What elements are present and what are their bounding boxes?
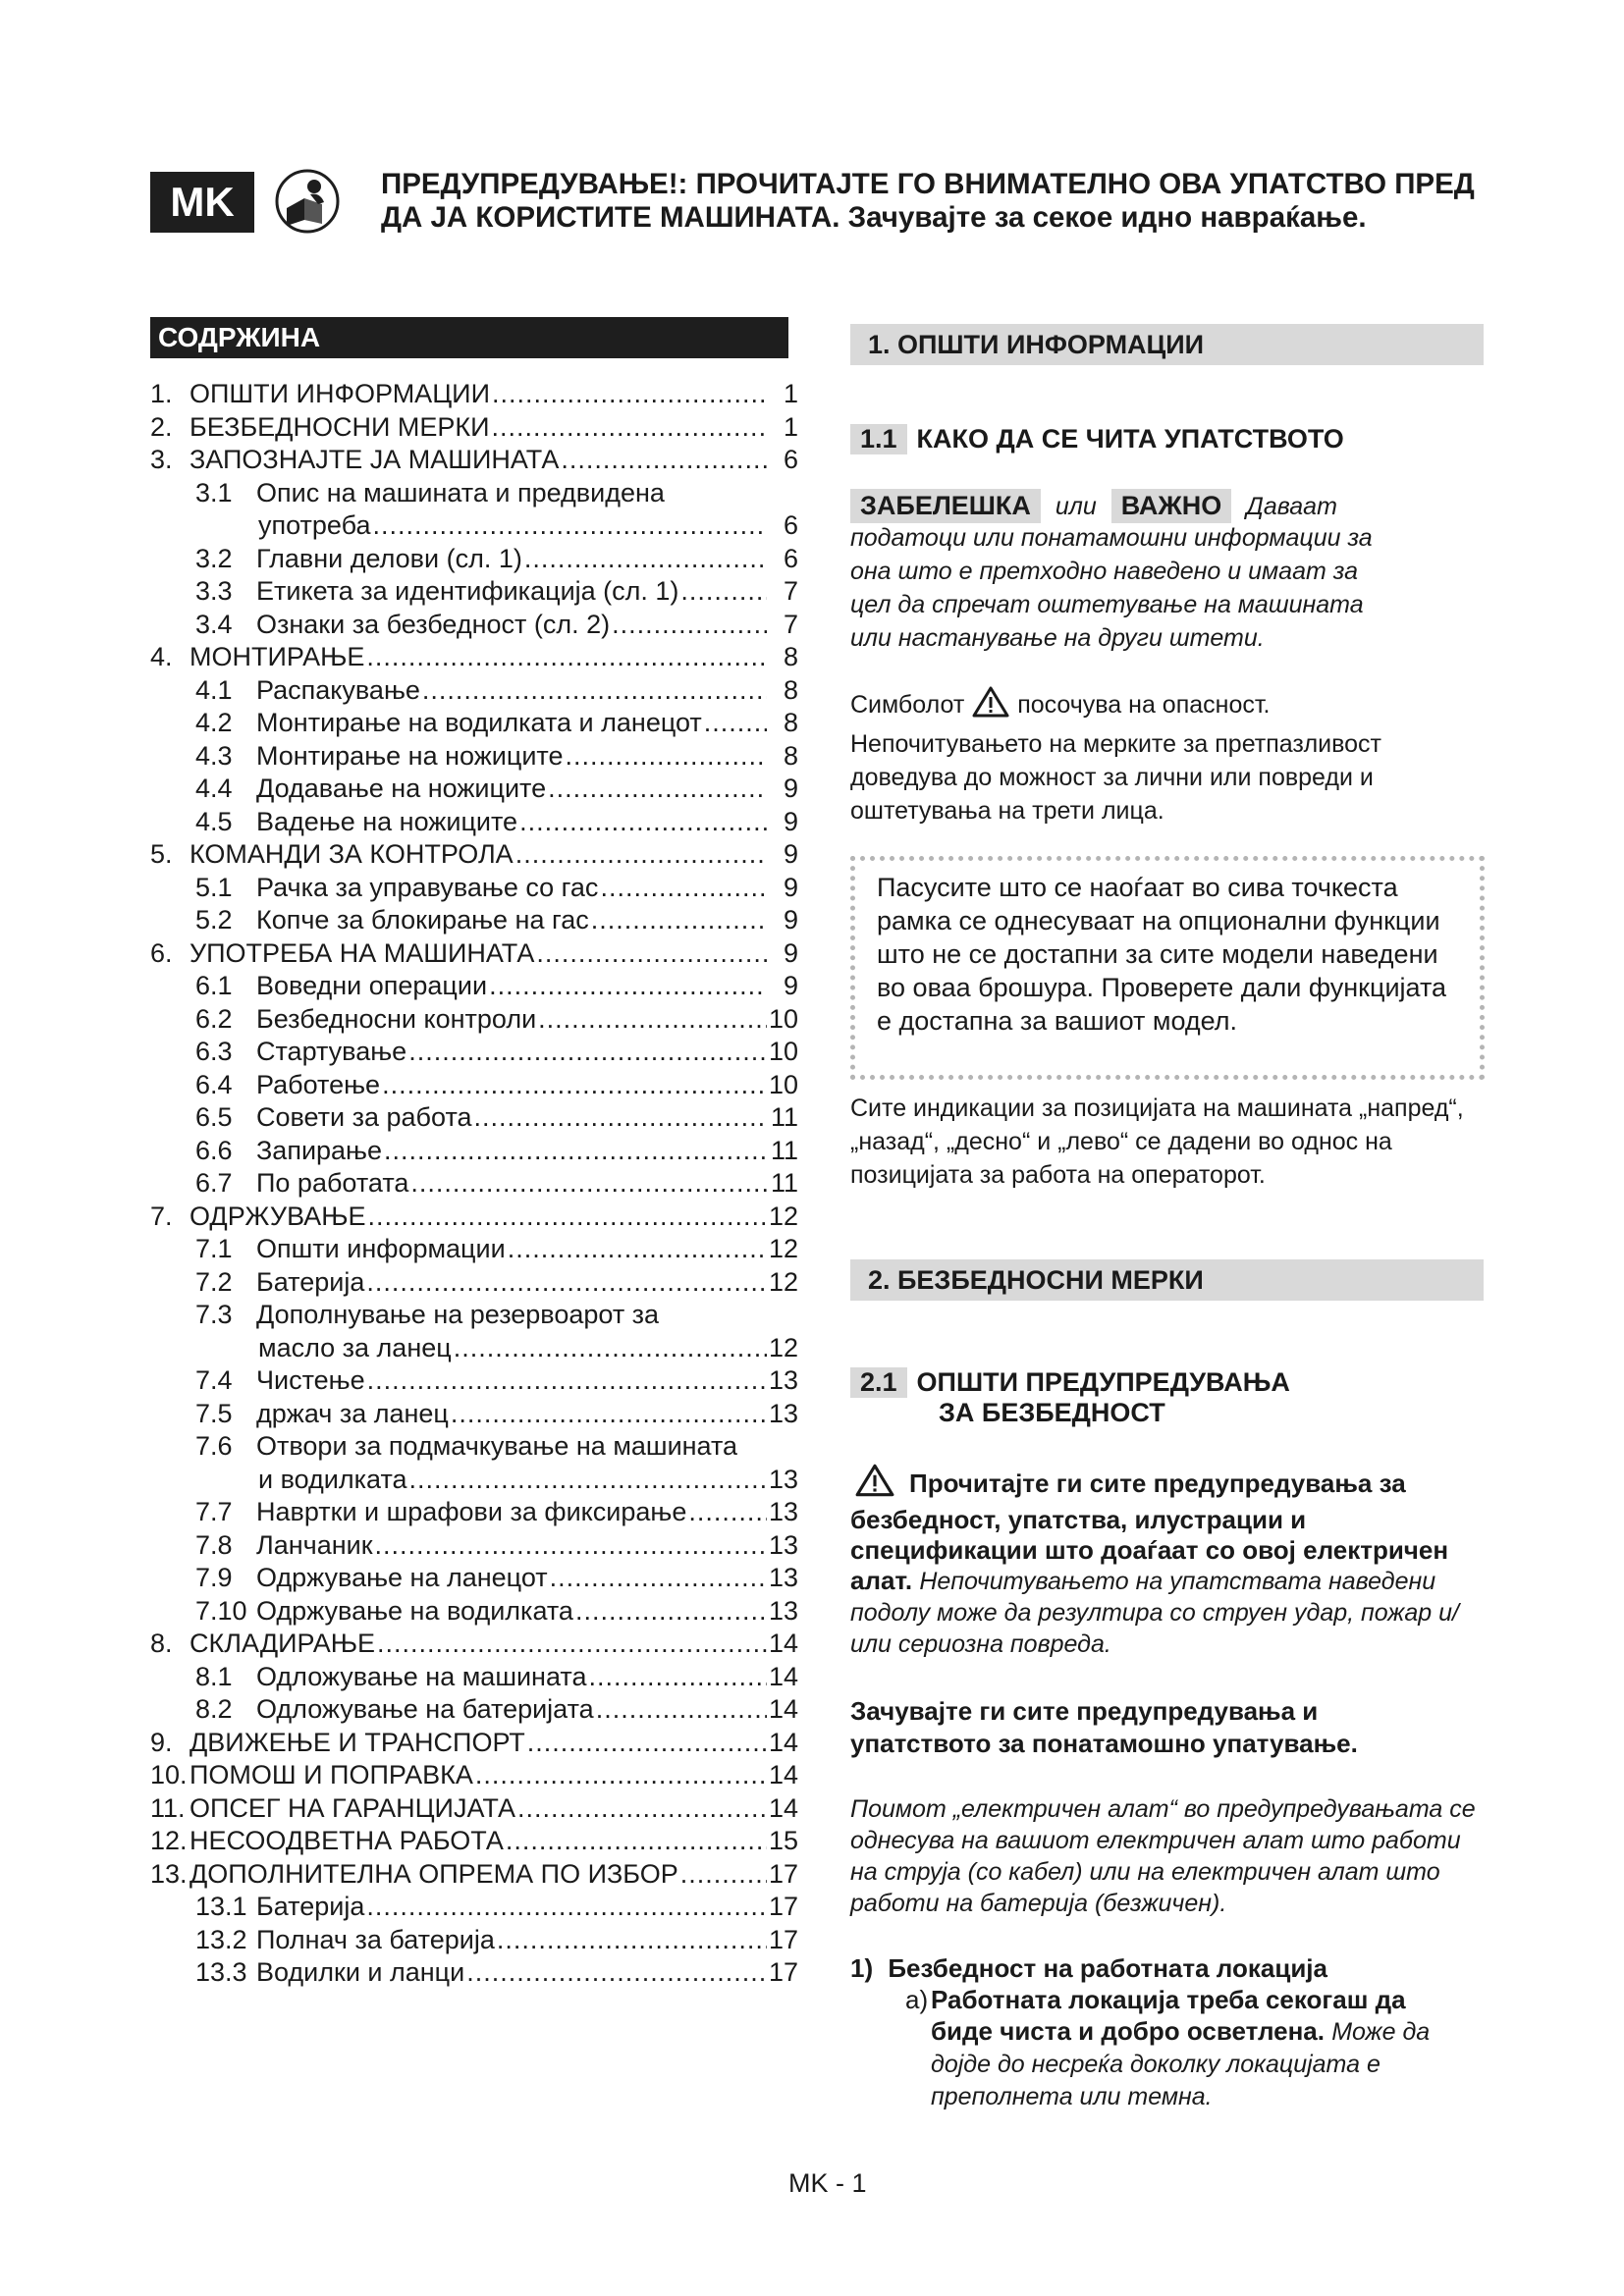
section2-sub-title-line1: ОПШТИ ПРЕДУПРЕДУВАЊА bbox=[916, 1367, 1290, 1397]
toc-title: СОДРЖИНА bbox=[150, 317, 788, 358]
toc-item-label: Навртки и шрафови за фиксирање bbox=[256, 1497, 687, 1526]
toc-leader-dots bbox=[688, 1496, 767, 1529]
toc-item-number: 4.3 bbox=[195, 740, 233, 771]
toc-item-label: масло за ланец bbox=[258, 1332, 452, 1362]
toc-item-number: 9. bbox=[150, 1727, 173, 1757]
toc-leader-dots bbox=[561, 444, 767, 477]
toc-item-page: 13 bbox=[768, 1398, 798, 1428]
toc-item bbox=[150, 1759, 798, 1792]
toc-item bbox=[150, 1167, 798, 1201]
toc-item bbox=[150, 609, 798, 642]
toc-item-label: Чистење bbox=[256, 1365, 365, 1395]
toc-item bbox=[150, 1693, 798, 1727]
toc-item-number: 5.2 bbox=[195, 905, 233, 934]
toc-item-number: 4.5 bbox=[195, 806, 233, 836]
toc-leader-dots bbox=[454, 1332, 767, 1365]
toc-item-number: 12. bbox=[150, 1826, 188, 1855]
toc-leader-dots bbox=[612, 609, 767, 642]
toc-item-number: 7.9 bbox=[195, 1563, 233, 1592]
toc-item bbox=[150, 806, 798, 839]
toc-item bbox=[150, 707, 798, 740]
toc-item-page: 17 bbox=[768, 1924, 798, 1954]
toc-item-number: 8.2 bbox=[195, 1694, 233, 1724]
toc-leader-dots bbox=[591, 904, 767, 937]
toc-item-page: 13 bbox=[768, 1529, 798, 1560]
toc-item-label: ЗАПОЗНАЈТЕ ЈА МАШИНАТА bbox=[189, 445, 560, 474]
toc-item-number: 6.4 bbox=[195, 1069, 233, 1099]
toc-item-label: ОПСЕГ НА ГАРАНЦИЈАТА bbox=[189, 1792, 515, 1823]
toc-item-page: 6 bbox=[783, 510, 798, 540]
toc-item-number: 4.2 bbox=[195, 708, 233, 737]
toc-leader-dots bbox=[492, 378, 767, 411]
toc-leader-dots bbox=[517, 1792, 767, 1826]
toc-item bbox=[150, 904, 798, 937]
toc-item-number: 7.3 bbox=[195, 1300, 233, 1329]
toc-item-number: 7.2 bbox=[195, 1266, 233, 1297]
toc-item-page: 9 bbox=[783, 774, 798, 803]
toc-item-page: 9 bbox=[783, 971, 798, 1000]
toc-item-page: 11 bbox=[770, 1102, 798, 1132]
toc-item bbox=[150, 543, 798, 576]
toc-item-page: 12 bbox=[768, 1266, 798, 1297]
toc-item-label: Етикета за идентификација (сл. 1) bbox=[256, 576, 679, 606]
toc-item-number: 7.10 bbox=[195, 1595, 247, 1626]
toc-item-label: Ознаки за безбедност (сл. 2) bbox=[256, 609, 611, 639]
toc-item bbox=[150, 1069, 798, 1102]
toc-item-number: 1. bbox=[150, 379, 173, 408]
toc-leader-dots bbox=[451, 1398, 767, 1431]
toc-item-number: 7.6 bbox=[195, 1431, 233, 1461]
toc-item bbox=[150, 1628, 798, 1661]
toc-item-label: Воведни операции bbox=[256, 971, 488, 1000]
toc-leader-dots bbox=[366, 1891, 767, 1924]
toc-item-page: 17 bbox=[768, 1858, 798, 1889]
toc-item bbox=[150, 1036, 798, 1069]
toc-item-label: Дополнување на резервоарот за bbox=[256, 1300, 660, 1329]
toc-leader-dots bbox=[527, 1727, 767, 1760]
note-or: или bbox=[1055, 493, 1097, 520]
toc-leader-dots bbox=[565, 740, 767, 774]
toc-item-page: 14 bbox=[768, 1727, 798, 1757]
toc-leader-dots bbox=[680, 575, 767, 609]
toc-item bbox=[150, 674, 798, 708]
toc-item-page: 6 bbox=[783, 543, 798, 573]
toc-item bbox=[150, 1430, 798, 1464]
section2-title: 2. БЕЗБЕДНОСНИ МЕРКИ bbox=[850, 1259, 1484, 1301]
toc-item bbox=[150, 740, 798, 774]
toc-leader-dots bbox=[575, 1595, 767, 1629]
toc-leader-dots bbox=[680, 1858, 767, 1892]
symbol-paragraph bbox=[850, 685, 1479, 828]
item1a bbox=[905, 1984, 1435, 2112]
toc-item-number: 7.4 bbox=[195, 1365, 233, 1395]
toc-item-page: 9 bbox=[783, 905, 798, 934]
toc-item-page: 10 bbox=[768, 1069, 798, 1099]
toc-item-label: Главни делови (сл. 1) bbox=[256, 543, 522, 573]
note-give: Даваат bbox=[1246, 493, 1337, 520]
toc-item-number: 7.1 bbox=[195, 1234, 233, 1263]
section2-sub-number: 2.1 bbox=[850, 1367, 907, 1398]
header-warning-line2: ДА ЈА КОРИСТИТЕ МАШИНАТА. Зачувајте за секое идно навраќање. bbox=[381, 201, 1367, 234]
toc-item-label: КОМАНДИ ЗА КОНТРОЛА bbox=[189, 839, 514, 869]
toc-leader-dots bbox=[475, 1759, 767, 1792]
toc-item-number: 4. bbox=[150, 642, 173, 671]
toc-item-label: ОДРЖУВАЊЕ bbox=[189, 1201, 366, 1231]
toc-item-label: Водилки и ланци bbox=[256, 1957, 465, 1987]
symbol-post: посочува на опасност. bbox=[1017, 691, 1271, 719]
toc-item bbox=[150, 1562, 798, 1595]
toc-item-number: 6.6 bbox=[195, 1135, 233, 1165]
toc-item-page: 14 bbox=[768, 1792, 798, 1823]
toc-item-number: 13.3 bbox=[195, 1957, 247, 1987]
header-warning-line1: ПРЕДУПРЕДУВАЊЕ!: ПРОЧИТАЈТЕ ГО ВНИМАТЕЛНО ОВА УПАТСТВО ПРЕД bbox=[381, 168, 1475, 200]
note-tag: ЗАБЕЛЕШКА bbox=[850, 489, 1041, 523]
toc-item-page: 8 bbox=[783, 740, 798, 771]
toc-leader-dots bbox=[538, 1003, 767, 1037]
toc-item-label: БЕЗБЕДНОСНИ МЕРКИ bbox=[189, 411, 490, 442]
toc-item-page: 13 bbox=[768, 1365, 798, 1395]
toc-item-number: 13. bbox=[150, 1858, 188, 1889]
toc-item bbox=[150, 937, 798, 971]
toc-item bbox=[150, 1924, 798, 1957]
toc-item-page: 9 bbox=[783, 937, 798, 968]
toc-item-page: 14 bbox=[768, 1760, 798, 1789]
term-definition-text: Поимот „електричен алат“ во предупредувањата се однесува на вашиот електричен алат што работи на струја (со кабел) или на електричен алат што работи на батерија (безжичен). bbox=[850, 1795, 1476, 1917]
toc-item bbox=[150, 1233, 798, 1266]
toc-leader-dots bbox=[408, 1036, 767, 1069]
toc-item-label: Стартување bbox=[256, 1037, 407, 1066]
toc-item-page: 11 bbox=[770, 1135, 798, 1165]
language-badge: MK bbox=[150, 172, 254, 233]
toc-item bbox=[150, 1464, 798, 1497]
toc-item-label: По работата bbox=[256, 1168, 409, 1198]
toc-item bbox=[150, 378, 798, 411]
toc-item bbox=[150, 1595, 798, 1629]
toc-item-label: СКЛАДИРАЊЕ bbox=[189, 1629, 376, 1658]
toc-leader-dots bbox=[588, 1661, 766, 1694]
toc-item bbox=[150, 1956, 798, 1990]
toc-item-label: Ланчаник bbox=[256, 1529, 373, 1560]
toc-item-label: Распакување bbox=[256, 674, 420, 705]
toc-item-label: и водилката bbox=[258, 1464, 407, 1494]
toc-list bbox=[150, 378, 798, 1990]
toc-item-label: Работење bbox=[256, 1069, 381, 1099]
toc-item bbox=[150, 1101, 798, 1135]
toc-item-page: 12 bbox=[768, 1201, 798, 1231]
toc-item-number: 3.3 bbox=[195, 576, 233, 606]
section1-sub-number: 1.1 bbox=[850, 424, 907, 454]
toc-item-label: Отвори за подмачкување на машината bbox=[256, 1431, 738, 1461]
toc-item-label: Совети за работа bbox=[256, 1102, 472, 1132]
toc-item bbox=[150, 1135, 798, 1168]
toc-leader-dots bbox=[489, 970, 767, 1003]
toc-item bbox=[150, 1299, 798, 1332]
toc-item-label: Општи информации bbox=[256, 1234, 506, 1263]
toc-item-page: 7 bbox=[783, 609, 798, 639]
toc-leader-dots bbox=[600, 872, 767, 905]
warning-bold-text: Прочитајте ги сите предупредувања за безбедност, упатства, илустрации и спецификации што доаѓаат со овој електричен алат. bbox=[850, 1468, 1449, 1595]
toc-item-number: 13.1 bbox=[195, 1892, 247, 1921]
toc-leader-dots bbox=[536, 937, 767, 971]
toc-leader-dots bbox=[410, 1167, 767, 1201]
toc-item-label: употреба bbox=[258, 510, 371, 540]
toc-item-label: Монтирање на водилката и ланецот bbox=[256, 708, 702, 737]
toc-item-label: МОНТИРАЊЕ bbox=[189, 642, 365, 671]
item1-label: 1) bbox=[850, 1953, 874, 1983]
toc-item bbox=[150, 641, 798, 674]
toc-item-page: 13 bbox=[768, 1595, 798, 1626]
warning-paragraph bbox=[850, 1463, 1489, 1660]
toc-item-number: 6.7 bbox=[195, 1168, 233, 1198]
toc-item-page: 9 bbox=[783, 839, 798, 869]
toc-leader-dots bbox=[474, 1101, 767, 1135]
toc-item-number: 6.5 bbox=[195, 1102, 233, 1132]
toc-leader-dots bbox=[409, 1464, 767, 1497]
section2-sub-title-line2: ЗА БЕЗБЕДНОСТ bbox=[939, 1398, 1165, 1427]
toc-item-page: 11 bbox=[770, 1168, 798, 1198]
toc-item-label: УПОТРЕБА НА МАШИНАТА bbox=[189, 937, 535, 968]
toc-item-number: 6.1 bbox=[195, 971, 233, 1000]
toc-item bbox=[150, 1858, 798, 1892]
toc-leader-dots bbox=[596, 1693, 767, 1727]
toc-item bbox=[150, 1364, 798, 1398]
toc-item-label: Безбедносни контроли bbox=[256, 1003, 537, 1034]
toc-item-page: 6 bbox=[783, 445, 798, 474]
toc-leader-dots bbox=[367, 1201, 766, 1234]
optional-features-box bbox=[850, 856, 1485, 1080]
toc-item-page: 13 bbox=[768, 1563, 798, 1592]
toc-item-label: ДОПОЛНИТЕЛНА ОПРЕМА ПО ИЗБОР bbox=[189, 1858, 678, 1889]
toc-item-page: 15 bbox=[768, 1826, 798, 1855]
toc-leader-dots bbox=[382, 1069, 767, 1102]
toc-item-label: Полнач за батерија bbox=[256, 1924, 495, 1954]
toc-item-page: 1 bbox=[783, 411, 798, 442]
toc-item-number: 2. bbox=[150, 411, 173, 442]
toc-leader-dots bbox=[519, 806, 767, 839]
toc-leader-dots bbox=[375, 1529, 767, 1563]
toc-item bbox=[150, 575, 798, 609]
toc-item bbox=[150, 509, 798, 543]
toc-item bbox=[150, 1727, 798, 1760]
toc-item-number: 7. bbox=[150, 1201, 173, 1231]
toc-leader-dots bbox=[550, 1562, 767, 1595]
toc-leader-dots bbox=[422, 674, 767, 708]
item1a-label: а) bbox=[905, 1985, 929, 2014]
section1-subheading bbox=[850, 424, 1344, 454]
toc-leader-dots bbox=[492, 411, 767, 445]
toc-item-page: 1 bbox=[783, 379, 798, 408]
toc-item bbox=[150, 1332, 798, 1365]
toc-item-number: 10. bbox=[150, 1760, 188, 1789]
toc-item-page: 17 bbox=[768, 1957, 798, 1987]
toc-item-number: 4.1 bbox=[195, 674, 233, 705]
important-tag: ВАЖНО bbox=[1111, 489, 1232, 523]
toc-leader-dots bbox=[373, 509, 768, 543]
toc-item bbox=[150, 970, 798, 1003]
warning-italic-text: Непочитувањето на упатствата наведени подолу може да резултира со струен удар, пожар и/или сериозна повреда. bbox=[850, 1568, 1459, 1658]
toc-leader-dots bbox=[366, 641, 767, 674]
note-text: податоци или понатамошни информации за она што е претходно наведено и имаат за цел да спречат оштетување на машината или настанување на други штети. bbox=[850, 524, 1373, 652]
toc-leader-dots bbox=[506, 1825, 767, 1858]
symbol-pre: Симболот bbox=[850, 691, 965, 719]
toc-item bbox=[150, 1792, 798, 1826]
toc-item-label: Одложување на машината bbox=[256, 1661, 587, 1691]
toc-item-number: 8.1 bbox=[195, 1661, 233, 1691]
toc-item bbox=[150, 444, 798, 477]
toc-leader-dots bbox=[515, 838, 767, 872]
toc-item bbox=[150, 773, 798, 806]
toc-item-label: ДВИЖЕЊЕ И ТРАНСПОРТ bbox=[189, 1727, 525, 1757]
toc-item-label: ОПШТИ ИНФОРМАЦИИ bbox=[189, 379, 490, 408]
toc-item-label: Батерија bbox=[256, 1892, 365, 1921]
toc-item-number: 6.3 bbox=[195, 1037, 233, 1066]
toc-item bbox=[150, 838, 798, 872]
toc-item bbox=[150, 411, 798, 445]
toc-item bbox=[150, 1201, 798, 1234]
toc-item-page: 10 bbox=[768, 1037, 798, 1066]
toc-item-page: 9 bbox=[783, 872, 798, 902]
toc-leader-dots bbox=[497, 1924, 767, 1957]
toc-item bbox=[150, 1529, 798, 1563]
toc-item-number: 5.1 bbox=[195, 872, 233, 902]
toc-item bbox=[150, 1825, 798, 1858]
toc-item-label: НЕСООДВЕТНА РАБОТА bbox=[189, 1826, 504, 1855]
toc-item-page: 14 bbox=[768, 1661, 798, 1691]
toc-item-page: 9 bbox=[783, 806, 798, 836]
toc-item-page: 12 bbox=[768, 1234, 798, 1263]
toc-item-number: 6. bbox=[150, 937, 173, 968]
toc-item-page: 8 bbox=[783, 642, 798, 671]
item1-title: Безбедност на работната локација bbox=[888, 1953, 1327, 1983]
toc-item bbox=[150, 1398, 798, 1431]
toc-item bbox=[150, 477, 798, 510]
toc-item bbox=[150, 1661, 798, 1694]
toc-item bbox=[150, 1266, 798, 1300]
toc-item-label: Копче за блокирање на гас bbox=[256, 905, 589, 934]
toc-item-label: Опис на машината и предвидена bbox=[256, 477, 665, 507]
toc-item-number: 3. bbox=[150, 445, 173, 474]
positions-text: Сите индикации за позицијата на машината „напред“, „назад“, „десно“ и „лево“ се дадени во однос на позицијата за работа на операторот. bbox=[850, 1095, 1464, 1189]
toc-item-page: 8 bbox=[783, 708, 798, 737]
toc-item-label: држач за ланец bbox=[256, 1398, 449, 1428]
toc-item-label: Рачка за управување со гас bbox=[256, 872, 599, 902]
toc-item-page: 8 bbox=[783, 674, 798, 705]
toc-leader-dots bbox=[704, 707, 767, 740]
toc-leader-dots bbox=[548, 773, 767, 806]
toc-item bbox=[150, 1003, 798, 1037]
symbol-text: Непочитувањето на мерките за претпазливост доведува до можност за лични или повреди и оштетувања на трети лица. bbox=[850, 730, 1381, 825]
warning-triangle-icon bbox=[971, 685, 1010, 727]
toc-item-number: 8. bbox=[150, 1629, 173, 1658]
toc-item-label: Одржување на водилката bbox=[256, 1595, 573, 1626]
toc-item bbox=[150, 872, 798, 905]
page-number: MK - 1 bbox=[788, 2168, 867, 2198]
toc-item-label: Монтирање на ножиците bbox=[256, 740, 564, 771]
toc-item-number: 3.4 bbox=[195, 609, 233, 639]
toc-leader-dots bbox=[367, 1364, 767, 1398]
toc-item-number: 3.1 bbox=[195, 477, 233, 507]
toc-item bbox=[150, 1891, 798, 1924]
toc-leader-dots bbox=[366, 1266, 767, 1300]
toc-item-page: 14 bbox=[768, 1629, 798, 1658]
toc-item-label: Батерија bbox=[256, 1266, 365, 1297]
header-warning bbox=[381, 168, 1500, 235]
toc-leader-dots bbox=[508, 1233, 767, 1266]
toc-item-page: 17 bbox=[768, 1892, 798, 1921]
section1-sub-title: КАКО ДА СЕ ЧИТА УПАТСТВОТО bbox=[916, 424, 1344, 454]
toc-leader-dots bbox=[466, 1956, 767, 1990]
optional-features-text: Пасусите што се наоѓаат во сива точкеста рамка се однесуваат на опционални функции што не се достапни за сите модели наведени во оваа брошура. Проверете дали функцијата е достапна за вашиот модел. bbox=[877, 873, 1447, 1036]
toc-item-number: 3.2 bbox=[195, 543, 233, 573]
toc-item-number: 4.4 bbox=[195, 774, 233, 803]
toc-item-label: ПОМОШ И ПОПРАВКА bbox=[189, 1760, 473, 1789]
toc-item-page: 14 bbox=[768, 1694, 798, 1724]
toc-leader-dots bbox=[524, 543, 767, 576]
toc-item-label: Одложување на батеријата bbox=[256, 1694, 594, 1724]
read-manual-icon bbox=[275, 169, 340, 234]
toc-item-page: 13 bbox=[768, 1464, 798, 1494]
note-row bbox=[850, 489, 1479, 523]
toc-item-number: 7.7 bbox=[195, 1497, 233, 1526]
toc-item-number: 7.8 bbox=[195, 1529, 233, 1560]
toc-item-number: 11. bbox=[150, 1792, 186, 1823]
toc-item-number: 7.5 bbox=[195, 1398, 233, 1428]
toc-item-label: Вадење на ножиците bbox=[256, 806, 518, 836]
keep-instructions-text: Зачувајте ги сите предупредувања и упатството за понатамошно упатување. bbox=[850, 1696, 1358, 1758]
toc-item-page: 13 bbox=[768, 1497, 798, 1526]
item1a-bold: Работната локација треба секогаш да биде чиста и добро осветлена. bbox=[931, 1985, 1406, 2046]
toc-leader-dots bbox=[377, 1628, 767, 1661]
toc-item bbox=[150, 1496, 798, 1529]
item1a-italic: Може да дојде до несреќа доколку локацијата е преполнета или темна. bbox=[931, 2018, 1431, 2110]
toc-item-number: 6.2 bbox=[195, 1003, 233, 1034]
toc-item-label: Одржување на ланецот bbox=[256, 1563, 548, 1592]
toc-item-label: Додавање на ножиците bbox=[256, 774, 547, 803]
warning-triangle-icon bbox=[854, 1463, 895, 1505]
section1-title: 1. ОПШТИ ИНФОРМАЦИИ bbox=[850, 324, 1484, 365]
toc-leader-dots bbox=[384, 1135, 767, 1168]
toc-item-number: 5. bbox=[150, 839, 173, 869]
toc-item-page: 10 bbox=[768, 1003, 798, 1034]
item1 bbox=[850, 1952, 1479, 1984]
toc-item-label: Запирање bbox=[256, 1135, 383, 1165]
toc-item-page: 7 bbox=[783, 576, 798, 606]
section2-subheading bbox=[850, 1367, 1290, 1428]
toc-item-number: 13.2 bbox=[195, 1924, 247, 1954]
toc-item-page: 12 bbox=[768, 1332, 798, 1362]
